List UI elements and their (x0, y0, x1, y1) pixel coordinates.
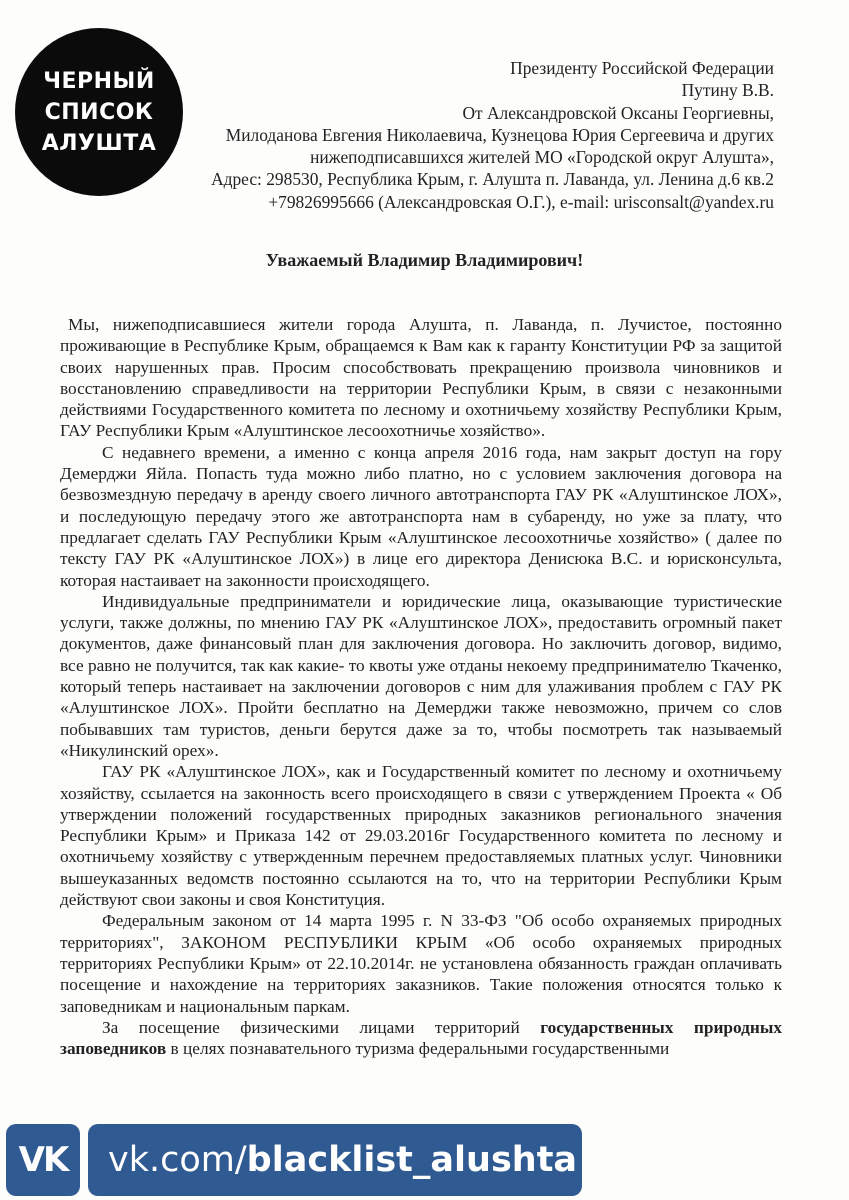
paragraph: За посещение физическими лицами территорий государственных природных заповедников в целях познавательного туризма федеральными государственными (60, 1017, 782, 1059)
paragraph: ГАУ РК «Алуштинское ЛОХ», как и Государственный комитет по лесному и охотничьему хозяйству, ссылается на законность всего происходящего в связи с утверждением Проекта « Об утверждении положений государственных природных заказников регионального значения Республики Крым» и Приказа 142 от 29.03.2016г Государственного комитета по лесному и охотничьему хозяйству с утвержденным перечнем предоставляемых платных услуг. Чиновники вышеуказанных ведомств постоянно ссылаются на то, что на территории Республики Крым действуют свои законы и своя Конституция. (60, 762, 782, 910)
header-line: От Александровской Оксаны Георгиевны, (462, 102, 774, 123)
header-line: Путину В.В. (681, 80, 774, 101)
salutation: Уважаемый Владимир Владимирович! (265, 250, 584, 270)
paragraph: С недавнего времени, а именно с конца апреля 2016 года, нам закрыт доступ на гору Демерджи Яйла. Попасть туда можно либо платно, но с условием заключения договора на безвозмездную передачу в аренду своего личного автотранспорта ГАУ РК «Алуштинское ЛОХ», и последующую передачу этого же автотранспорта нам в субаренду, но уже за плату, что предлагает сделать ГАУ Республики Крым «Алуштинское лесоохотничье хозяйство» ( далее по тексту ГАУ РК «Алуштинское ЛОХ») в лице его директора Денисюка В.С. и юрисконсульта, которая настаивает на законности происходящего. (60, 442, 782, 590)
header-line: Милоданова Евгения Николаевича, Кузнецова Юрия Сергеевича и других (225, 124, 774, 145)
logo-line: СПИСОК (44, 99, 154, 125)
vk-community-link[interactable]: vk.com/ blacklist_alushta (88, 1124, 582, 1196)
paragraph: Мы, нижеподписавшиеся жители города Алушта, п. Лаванда, п. Лучистое, постоянно проживающие в Республике Крым, обращаемся к Вам как к гаранту Конституции РФ за защитой своих нарушенных прав. Просим способствовать прекращению произвола чиновников и восстановлению справедливости на территории Республики Крым, в связи с незаконными действиями Государственного комитета по лесному и охотничьему хозяйству Республики Крым, ГАУ Республики Крым «Алуштинское лесоохотничье хозяйство». (60, 315, 782, 441)
paragraph: Федеральным законом от 14 марта 1995 г. N 33-ФЗ "Об особо охраняемых природных территориях", ЗАКОНОМ РЕСПУБЛИКИ КРЫМ «Об особо охраняемых природных территориях Республики Крым» от 22.10.2014г. не установлена обязанность граждан оплачивать посещение и нахождение на территориях заказников. Такие положения относятся только к заповедникам и национальным паркам. (60, 911, 782, 1016)
header-line: нижеподписавшихся жителей МО «Городской округ Алушта», (310, 147, 774, 168)
header-line: Адрес: 298530, Республика Крым, г. Алушта п. Лаванда, ул. Ленина д.6 кв.2 (211, 169, 774, 190)
logo-line: АЛУШТА (41, 130, 157, 156)
vk-logo-icon[interactable]: VK (6, 1124, 80, 1196)
paragraph: Индивидуальные предприниматели и юридические лица, оказывающие туристические услуги, также должны, по мнению ГАУ РК «Алуштинское ЛОХ», предоставить огромный пакет документов, даже финансовый план для заключения договора. Но заключить договор, видимо, все равно не получится, так как какие- то квоты уже отданы некоему предпринимателю Ткаченко, который теперь настаивает на заключении договоров с ним для улаживания проблем с ГАУ РК «Алуштинское ЛОХ». Пройти бесплатно на Демерджи также невозможно, причем со слов побывавших там туристов, деньги берутся даже за то, чтобы посмотреть так называемый «Никулинский орех». (60, 591, 782, 760)
logo-line: ЧЕРНЫЙ (43, 68, 155, 94)
letter-body (60, 314, 782, 1059)
letter-header (134, 57, 774, 213)
header-line: Президенту Российской Федерации (510, 58, 774, 78)
header-line: +79826995666 (Александровская О.Г.), e-mail: urisconsalt@yandex.ru (268, 191, 774, 212)
